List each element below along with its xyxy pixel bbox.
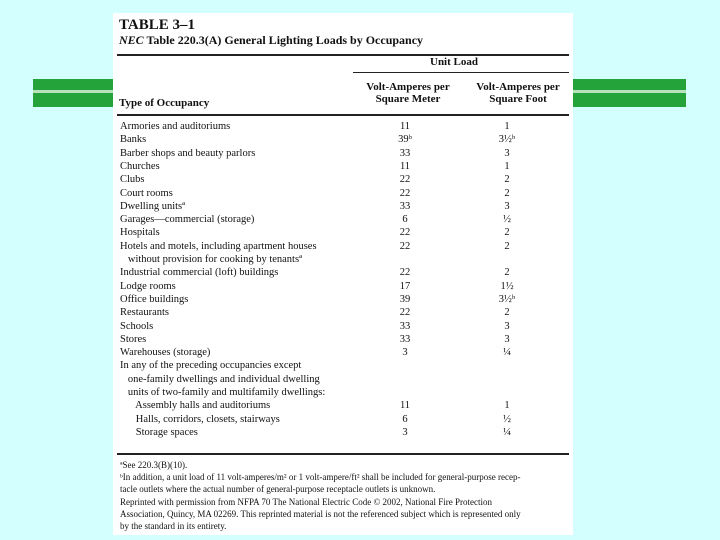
table-row: [113, 386, 573, 399]
va-per-square-meter-cell: 22: [399, 267, 411, 279]
occupancy-cell: without provision for cooking by tenantsª: [120, 254, 302, 265]
va-per-square-foot-cell: ¼: [503, 426, 511, 438]
va-per-square-foot-cell: 2: [504, 240, 510, 252]
table-row: [113, 266, 573, 279]
type-of-occupancy-header: Type of Occupancy: [119, 97, 210, 109]
va-per-square-foot-cell: ½: [503, 214, 511, 226]
table-row: [113, 120, 573, 133]
reprint-note-cont: Association, Quincy, MA 02269. This reprinted material is not the referenced subject which is represented only: [120, 508, 521, 519]
va-per-square-foot-cell: 2: [504, 227, 510, 239]
table-row: [113, 133, 573, 146]
va-per-square-meter-cell: 33: [399, 320, 411, 332]
per-square-foot-line2: Square Foot: [489, 93, 547, 105]
occupancy-cell: Churches: [120, 160, 160, 172]
title-text: Table 220.3(A) General Lighting Loads by Occupancy: [143, 33, 424, 47]
va-per-square-foot-cell: 3: [504, 200, 510, 212]
top-rule: [117, 54, 569, 56]
table-row: [113, 306, 573, 319]
occupancy-cell: Stores: [120, 333, 147, 345]
table-row: [113, 187, 573, 200]
table-title: [119, 33, 423, 48]
va-per-square-foot-cell: 1: [504, 400, 510, 412]
va-per-square-meter-cell: 3: [402, 426, 408, 438]
occupancy-cell: Lodge rooms: [120, 280, 176, 292]
va-per-square-meter-cell: 22: [399, 227, 411, 239]
occupancy-cell: Armories and auditoriums: [120, 121, 231, 132]
va-per-square-foot-cell: 3½ᵇ: [498, 293, 516, 305]
va-per-square-foot-cell: 1½: [500, 280, 514, 292]
table-row: [113, 293, 573, 306]
footnote-a: ªSee 220.3(B)(10).: [120, 460, 188, 470]
occupancy-cell: Office buildings: [120, 293, 189, 305]
occupancy-cell: In any of the preceding occupancies except: [120, 360, 302, 372]
reprint-note-end: by the standard in its entirety.: [120, 521, 227, 532]
table-row: [113, 213, 573, 226]
footnote-b: ᵇIn addition, a unit load of 11 volt-amperes/m² or 1 volt-ampere/ft² shall be included for general-purpose recep-: [120, 472, 521, 483]
va-per-square-meter-cell: 39: [399, 293, 411, 305]
occupancy-cell: Hotels and motels, including apartment houses: [120, 240, 317, 252]
unit-load-header: Unit Load: [430, 56, 478, 68]
va-per-square-meter-cell: 22: [399, 307, 411, 319]
occupancy-cell: Dwelling unitsª: [120, 200, 186, 212]
occupancy-cell: Industrial commercial (loft) buildings: [120, 267, 279, 279]
va-per-square-meter-cell: 33: [399, 333, 411, 345]
occupancy-cell: Schools: [120, 320, 154, 332]
va-per-square-foot-cell: 2: [504, 307, 510, 319]
table-row: [113, 253, 573, 266]
va-per-square-foot-cell: ¼: [503, 347, 511, 359]
va-per-square-foot-cell: 2: [504, 174, 510, 186]
occupancy-cell: Clubs: [120, 174, 145, 186]
occupancy-cell: Warehouses (storage): [120, 347, 211, 359]
document-page: [113, 13, 573, 535]
table-row: [113, 160, 573, 173]
occupancy-cell: Barber shops and beauty parlors: [120, 147, 256, 159]
va-per-square-foot-cell: 1: [504, 160, 510, 172]
reprint-note: Reprinted with permission from NFPA 70 The National Electric Code © 2002, National Fire Protection: [120, 496, 493, 507]
va-per-square-meter-cell: 17: [399, 280, 411, 292]
table-row: [113, 240, 573, 253]
va-per-square-foot-cell: 3: [504, 147, 510, 159]
occupancy-cell: Restaurants: [120, 307, 169, 319]
va-per-square-meter-cell: 22: [399, 187, 411, 199]
va-per-square-foot-cell: 2: [504, 187, 510, 199]
occupancy-cell: units of two-family and multifamily dwellings:: [120, 387, 326, 398]
va-per-square-foot-cell: 1: [504, 121, 510, 132]
table-row: [113, 359, 573, 372]
table-row: [113, 200, 573, 213]
occupancy-cell: Storage spaces: [120, 426, 198, 438]
occupancy-cell: Garages—commercial (storage): [120, 214, 255, 226]
va-per-square-foot-cell: 3: [504, 333, 510, 345]
title-nec: NEC: [119, 33, 144, 47]
occupancy-cell: Halls, corridors, closets, stairways: [120, 413, 280, 425]
table-row: [113, 226, 573, 239]
occupancy-cell: one-family dwellings and individual dwelling: [120, 373, 320, 385]
per-square-foot-header: [463, 81, 573, 105]
per-square-meter-line1: Volt-Amperes per: [366, 81, 450, 93]
va-per-square-meter-cell: 33: [399, 200, 411, 212]
table-row: [113, 399, 573, 412]
per-square-foot-line1: Volt-Amperes per: [476, 81, 560, 93]
table-row: [113, 413, 573, 426]
table-row: [113, 147, 573, 160]
va-per-square-meter-cell: 11: [399, 160, 411, 172]
va-per-square-meter-cell: 11: [399, 400, 411, 412]
va-per-square-meter-cell: 33: [399, 147, 411, 159]
occupancy-cell: Hospitals: [120, 227, 160, 239]
va-per-square-foot-cell: 3½ᵇ: [498, 134, 516, 146]
occupancy-cell: Banks: [120, 134, 147, 146]
occupancy-cell: Assembly halls and auditoriums: [120, 400, 271, 412]
va-per-square-foot-cell: ½: [503, 413, 511, 425]
table-row: [113, 173, 573, 186]
va-per-square-meter-cell: 3: [402, 347, 408, 359]
footnote-b-cont: tacle outlets where the actual number of general-purpose receptacle outlets is unknown.: [120, 484, 436, 495]
table-row: [113, 346, 573, 359]
occupancy-cell: Court rooms: [120, 187, 173, 199]
per-square-meter-line2: Square Meter: [375, 93, 441, 105]
bottom-rule: [117, 453, 569, 455]
va-per-square-meter-cell: 6: [402, 413, 408, 425]
va-per-square-meter-cell: 22: [399, 174, 411, 186]
unit-load-rule: [353, 72, 569, 73]
va-per-square-foot-cell: 3: [504, 320, 510, 332]
header-rule: [117, 114, 569, 116]
va-per-square-meter-cell: 11: [399, 121, 411, 132]
va-per-square-foot-cell: 2: [504, 267, 510, 279]
va-per-square-meter-cell: 22: [399, 240, 411, 252]
table-row: [113, 280, 573, 293]
footnotes: [120, 459, 566, 532]
table-row: [113, 333, 573, 346]
table-row: [113, 320, 573, 333]
va-per-square-meter-cell: 6: [402, 214, 408, 226]
table-number: TABLE 3–1: [119, 17, 195, 33]
va-per-square-meter-cell: 39ᵇ: [398, 134, 412, 146]
table-row: [113, 426, 573, 439]
per-square-meter-header: [353, 81, 463, 105]
table-row: [113, 373, 573, 386]
